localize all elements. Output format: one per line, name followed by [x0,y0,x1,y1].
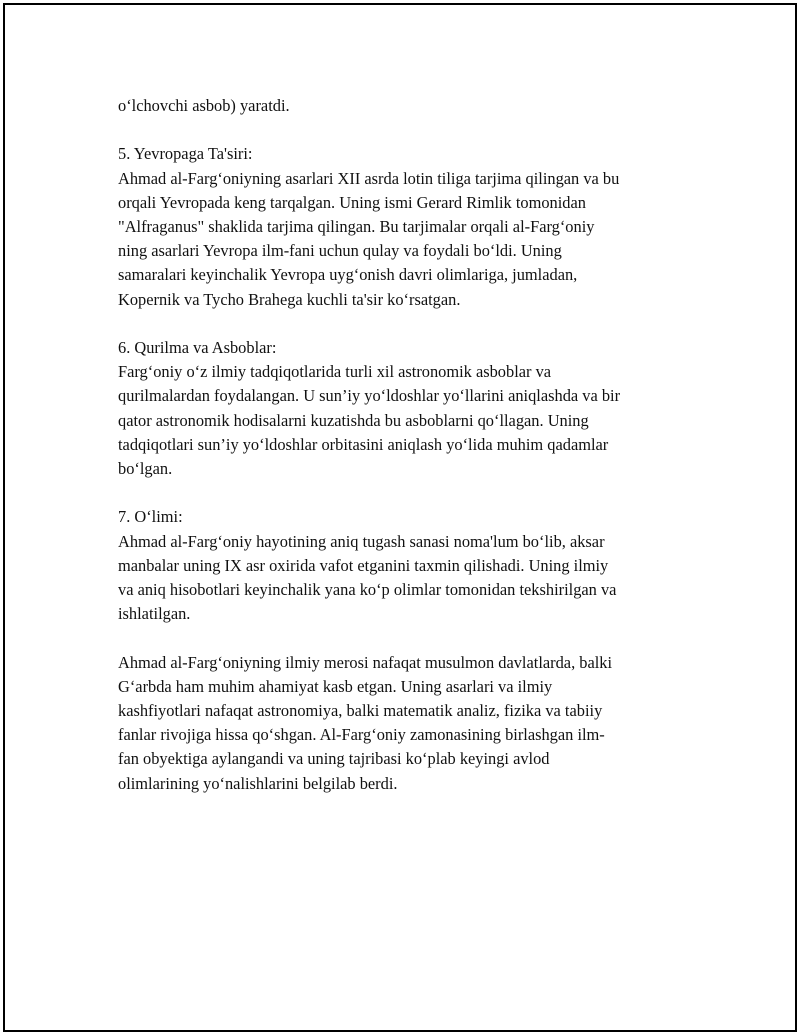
text-line: qator astronomik hodisalarni kuzatishda bu asboblarni qo‘llagan. Uning [118,410,589,430]
intro-line: o‘lchovchi asbob) yaratdi. [118,96,290,115]
section-death [118,505,690,626]
text-line: ishlatilgan. [118,604,191,624]
text-line: ning asarlari Yevropa ilm-fani uchun qulay va foydali bo‘ldi. Uning [118,241,562,261]
text-line: qurilmalardan foydalangan. U sun’iy yo‘ldoshlar yo‘llarini aniqlashda va bir [118,386,621,406]
text-line: G‘arbda ham muhim ahamiyat kasb etgan. Uning asarlari va ilmiy [118,676,553,696]
text-line: manbalar uning IX asr oxirida vafot etganini taxmin qilishadi. Uning ilmiy [118,555,609,575]
text-line: samaralari keyinchalik Yevropa uyg‘onish davri olimlariga, jumladan, [118,265,578,285]
intro-paragraph [118,94,690,118]
text-line: bo‘lgan. [118,459,173,479]
text-line: tadqiqotlari sun’iy yo‘ldoshlar orbitasini aniqlash yo‘lida muhim qadamlar [118,434,609,454]
text-line: Ahmad al-Farg‘oniy hayotining aniq tugash sanasi noma'lum bo‘lib, aksar [118,531,605,551]
text-line: Ahmad al-Farg‘oniyning ilmiy merosi nafaqat musulmon davlatlarda, balki [118,652,613,672]
text-line: va aniq hisobotlari keyinchalik yana ko‘p olimlar tomonidan tekshirilgan va [118,580,617,600]
section-heading: 5. Yevropaga Ta'siri: [118,144,253,164]
document-body [118,94,690,820]
text-line: Kopernik va Tycho Brahega kuchli ta'sir ko‘rsatgan. [118,289,461,309]
text-line: olimlarining yo‘nalishlarini belgilab berdi. [118,773,398,793]
text-line: kashfiyotlari nafaqat astronomiya, balki matematik analiz, fizika va tabiiy [118,701,603,721]
text-line: fanlar rivojiga hissa qo‘shgan. Al-Farg‘oniy zamonasining birlashgan ilm- [118,725,605,745]
section-europe-influence [118,142,690,311]
text-line: orqali Yevropada keng tarqalgan. Uning ismi Gerard Rimlik tomonidan [118,192,586,212]
section-heading: 6. Qurilma va Asboblar: [118,338,277,357]
text-line: Farg‘oniy o‘z ilmiy tadqiqotlarida turli xil astronomik asboblar va [118,362,552,382]
section-heading: 7. O‘limi: [118,507,183,527]
text-line: Ahmad al-Farg‘oniyning asarlari XII asrda lotin tiliga tarjima qilingan va bu [118,168,620,188]
text-line: fan obyektiga aylangandi va uning tajribasi ko‘plab keyingi avlod [118,749,550,769]
document-page [3,3,797,1032]
section-instruments [118,336,690,481]
text-line: "Alfraganus" shaklida tarjima qilingan. Bu tarjimalar orqali al-Farg‘oniy [118,217,595,236]
conclusion-paragraph [118,651,690,796]
